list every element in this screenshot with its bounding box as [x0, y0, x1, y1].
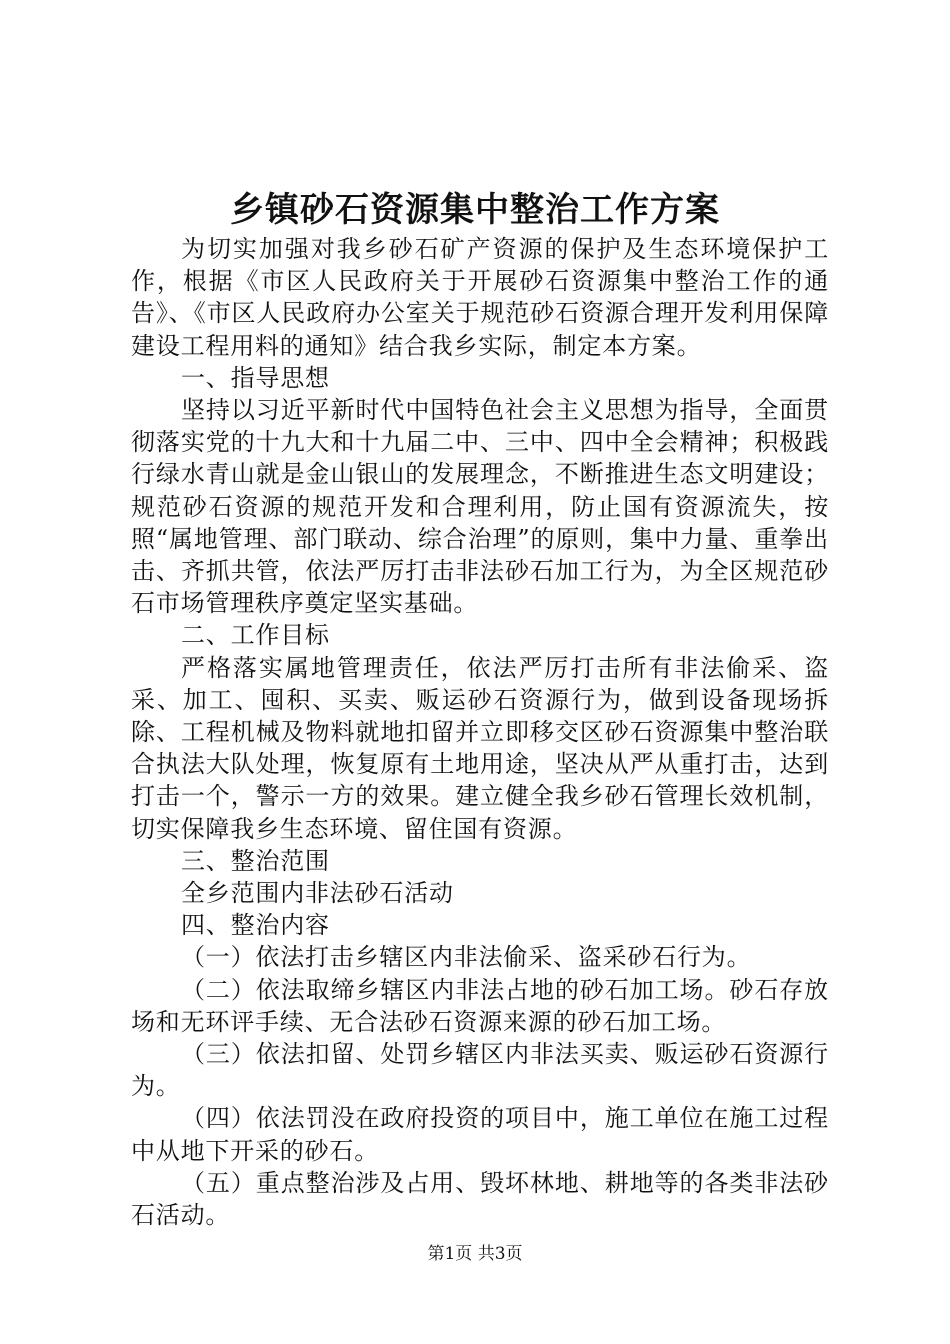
content-item-2: （二）依法取缔乡辖区内非法占地的砂石加工场。砂石存放场和无环评手续、无合法砂石资源来源的砂石加工场。: [131, 975, 829, 1036]
section-heading-guiding-thought: 一、指导思想: [181, 363, 330, 392]
scope-paragraph: 全乡范围内非法砂石活动: [181, 879, 454, 908]
content-item-3: （三）依法扣留、处罚乡辖区内非法买卖、贩运砂石资源行为。: [131, 1040, 829, 1101]
intro-paragraph: 为切实加强对我乡砂石矿产资源的保护及生态环境保护工作，根据《市区人民政府关于开展砂石资源集中整治工作的通告》、《市区人民政府办公室关于规范砂石资源合理开发利用保障建设工程用料的通知》结合我乡实际，制定本方案。: [131, 235, 829, 360]
page-footer: 第1页 共3页: [427, 1244, 523, 1264]
document-body: [131, 233, 829, 1231]
section-heading-scope: 三、整治范围: [181, 846, 330, 875]
work-goals-paragraph: 严格落实属地管理责任，依法严厉打击所有非法偷采、盗采、加工、囤积、买卖、贩运砂石资源行为，做到设备现场拆除、工程机械及物料就地扣留并立即移交区砂石资源集中整治联合执法大队处理，恢复原有土地用途，坚决从严从重打击，达到打击一个，警示一方的效果。建立健全我乡砂石管理长效机制，切实保障我乡生态环境、留住国有资源。: [131, 653, 829, 843]
content-item-1: （一）依法打击乡辖区内非法偷采、盗采砂石行为。: [181, 943, 752, 972]
content-item-4: （四）依法罚没在政府投资的项目中，施工单位在施工过程中从地下开采的砂石。: [131, 1104, 829, 1165]
guiding-thought-paragraph: 坚持以习近平新时代中国特色社会主义思想为指导，全面贯彻落实党的十九大和十九届二中、三中、四中全会精神；积极践行绿水青山就是金山银山的发展理念，不断推进生态文明建设；规范砂石资源的规范开发和合理利用，防止国有资源流失，按照“属地管理、部门联动、综合治理”的原则，集中力量、重拳出击、齐抓共管，依法严厉打击非法砂石加工行为，为全区规范砂石市场管理秩序奠定坚实基础。: [131, 396, 829, 618]
content-item-5: （五）重点整治涉及占用、毁坏林地、耕地等的各类非法砂石活动。: [131, 1168, 829, 1230]
section-heading-work-goals: 二、工作目标: [181, 621, 330, 650]
document-title: 乡镇砂石资源集中整治工作方案: [230, 190, 720, 230]
section-heading-content: 四、整治内容: [181, 911, 330, 940]
